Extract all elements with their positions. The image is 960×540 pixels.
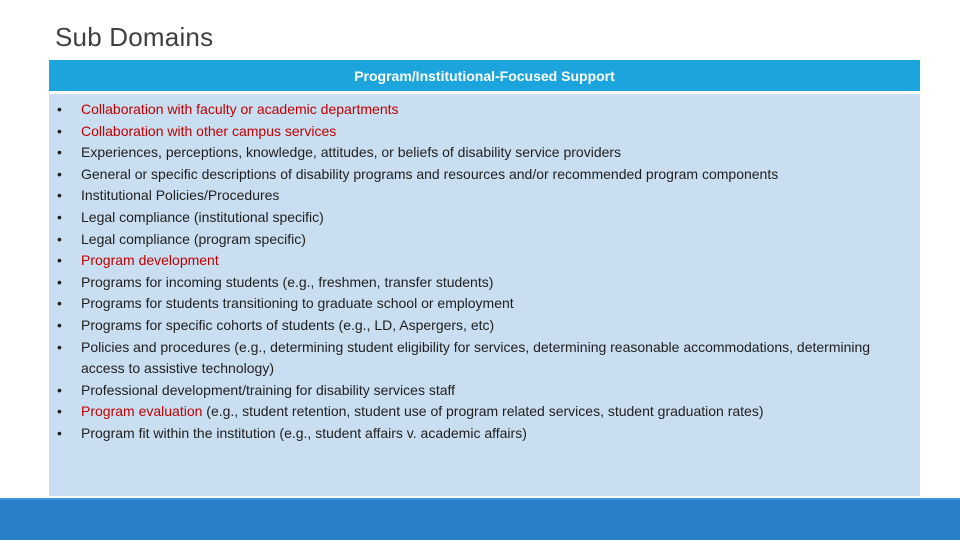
bullet-icon: • (57, 273, 62, 290)
bullet-icon: • (57, 144, 62, 161)
bullet-icon: • (57, 230, 62, 247)
item-highlight: Program development (81, 252, 219, 269)
bullet-icon: • (57, 295, 62, 312)
list-item (49, 315, 920, 337)
list-item (49, 401, 920, 423)
bullet-icon: • (57, 338, 62, 355)
list-item (49, 380, 920, 402)
list-item (49, 423, 920, 445)
list-item (49, 229, 920, 251)
bullet-icon: • (57, 252, 62, 269)
item-highlight: Collaboration with other campus services (81, 122, 337, 139)
table-body (49, 94, 920, 496)
footer-bar (0, 498, 960, 540)
list-item (49, 164, 920, 186)
item-text: Institutional Policies/Procedures (81, 187, 280, 204)
bullet-icon: • (57, 187, 62, 204)
bullet-icon: • (57, 165, 62, 182)
bullet-icon: • (57, 122, 62, 139)
list-item (49, 272, 920, 294)
item-text: General or specific descriptions of disability programs and resources and/or recommended program components (81, 165, 779, 182)
bullet-icon: • (57, 316, 62, 333)
content-table (49, 60, 920, 496)
list-item (49, 185, 920, 207)
bullet-icon: • (57, 101, 62, 117)
bullet-icon: • (57, 381, 62, 398)
bullet-list (49, 99, 920, 445)
item-highlight: Collaboration with faculty or academic departments (81, 101, 399, 117)
bullet-icon: • (57, 208, 62, 225)
item-text: Programs for specific cohorts of students (e.g., LD, Aspergers, etc) (81, 316, 495, 333)
table-header: Program/Institutional-Focused Support (49, 60, 920, 91)
item-text: Program fit within the institution (e.g., student affairs v. academic affairs) (81, 424, 527, 441)
slide-title: Sub Domains (55, 22, 214, 52)
list-item (49, 293, 920, 315)
list-item (49, 207, 920, 229)
bullet-icon: • (57, 424, 62, 441)
bullet-icon: • (57, 403, 62, 420)
item-text: Programs for incoming students (e.g., freshmen, transfer students) (81, 273, 494, 290)
item-text: Legal compliance (program specific) (81, 230, 306, 247)
list-item (49, 337, 920, 380)
item-text: Experiences, perceptions, knowledge, attitudes, or beliefs of disability service providers (81, 144, 622, 161)
list-item (49, 99, 920, 121)
list-item (49, 250, 920, 272)
item-highlight: Program evaluation (81, 403, 203, 420)
list-item (49, 121, 920, 143)
item-text: Policies and procedures (e.g., determining student eligibility for services, determining reasonable accommodations, determining access to assistive technology) (81, 338, 871, 377)
item-text: Legal compliance (institutional specific) (81, 208, 324, 225)
item-text: Professional development/training for disability services staff (81, 381, 456, 398)
item-text: Programs for students transitioning to graduate school or employment (81, 295, 514, 312)
item-text: (e.g., student retention, student use of program related services, student graduation rates) (202, 403, 764, 420)
list-item (49, 142, 920, 164)
